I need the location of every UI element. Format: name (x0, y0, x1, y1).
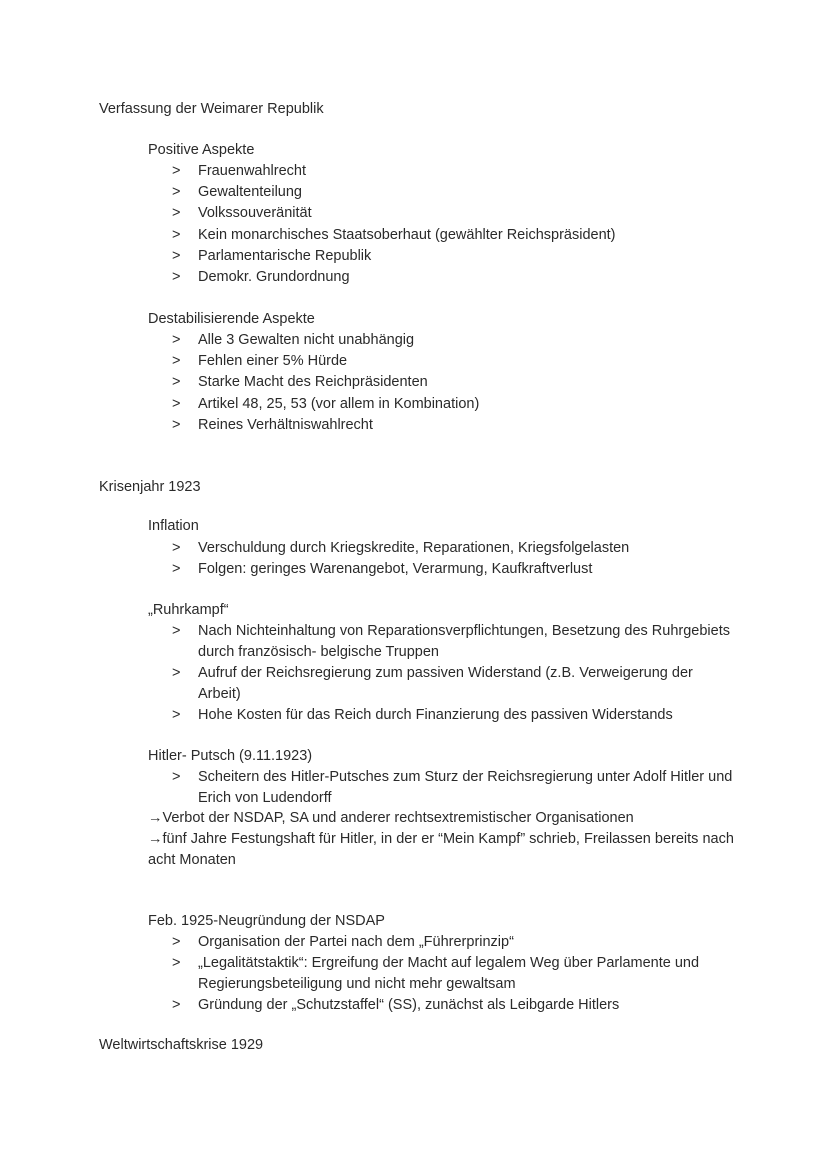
bullet-marker: > (172, 227, 181, 243)
section-title-krisenjahr: Krisenjahr 1923 (99, 479, 201, 495)
list-item: Starke Macht des Reichpräsidenten (198, 374, 428, 390)
bullet-marker: > (172, 353, 181, 369)
bullet-marker: > (172, 561, 181, 577)
bullet-marker: > (172, 934, 181, 950)
bullet-marker: > (172, 396, 181, 412)
subtitle-inflation: Inflation (148, 518, 199, 534)
bullet-marker: > (172, 184, 181, 200)
bullet-marker: > (172, 955, 181, 971)
bullet-marker: > (172, 269, 181, 285)
list-item: Nach Nichteinhaltung von Reparationsverpflichtungen, Besetzung des Ruhrgebiets durch französisch- belgische Truppen (198, 623, 730, 660)
bullet-marker: > (172, 248, 181, 264)
list-item: Scheitern des Hitler-Putsches zum Sturz der Reichsregierung unter Adolf Hitler und Erich von Ludendorff (198, 769, 733, 806)
bullet-marker: > (172, 205, 181, 221)
note-text: Verbot der NSDAP, SA und anderer rechtsextremistischer Organisationen (162, 810, 634, 826)
list-item: Alle 3 Gewalten nicht unabhängig (198, 332, 415, 348)
subtitle-positive-aspekte: Positive Aspekte (148, 142, 255, 158)
arrow-right-icon: → (148, 831, 163, 847)
bullet-marker: > (172, 332, 181, 348)
bullet-marker: > (172, 623, 181, 639)
list-item: Gewaltenteilung (198, 184, 302, 200)
list-item: Frauenwahlrecht (198, 163, 306, 179)
bullet-marker: > (172, 417, 181, 433)
list-item: Fehlen einer 5% Hürde (198, 353, 348, 369)
list-item: „Legalitätstaktik“: Ergreifung der Macht auf legalem Weg über Parlamente und Regierungsbeteiligung und nicht mehr gewaltsam (198, 955, 700, 992)
list-item: Gründung der „Schutzstaffel“ (SS), zunächst als Leibgarde Hitlers (198, 997, 620, 1013)
section-title-verfassung: Verfassung der Weimarer Republik (99, 101, 324, 117)
list-item: Volkssouveränität (198, 205, 312, 221)
consequence-note (148, 808, 738, 829)
list-item: Hohe Kosten für das Reich durch Finanzierung des passiven Widerstands (198, 707, 673, 723)
list-item: Demokr. Grundordnung (198, 269, 350, 285)
list-item: Parlamentarische Republik (198, 248, 372, 264)
list-item: Artikel 48, 25, 53 (vor allem in Kombination) (198, 396, 480, 412)
list-item: Organisation der Partei nach dem „Führerprinzip“ (198, 934, 514, 950)
note-text: fünf Jahre Festungshaft für Hitler, in der er “Mein Kampf” schrieb, Freilassen bereits nach acht Monaten (148, 831, 734, 868)
bullet-marker: > (172, 707, 181, 723)
consequence-note (148, 829, 738, 871)
list-item: Verschuldung durch Kriegskredite, Reparationen, Kriegsfolgelasten (198, 540, 630, 556)
list-item: Aufruf der Reichsregierung zum passiven Widerstand (z.B. Verweigerung der Arbeit) (198, 665, 693, 702)
section-title-neugruendung: Feb. 1925-Neugründung der NSDAP (148, 913, 385, 929)
bullet-marker: > (172, 374, 181, 390)
list-item: Kein monarchisches Staatsoberhaut (gewählter Reichspräsident) (198, 227, 616, 243)
bullet-marker: > (172, 540, 181, 556)
section-title-weltwirtschaftskrise: Weltwirtschaftskrise 1929 (99, 1037, 264, 1053)
subtitle-ruhrkampf: „Ruhrkampf“ (148, 602, 229, 618)
list-item: Folgen: geringes Warenangebot, Verarmung, Kaufkraftverlust (198, 561, 593, 577)
list-item: Reines Verhältniswahlrecht (198, 417, 373, 433)
bullet-marker: > (172, 163, 181, 179)
subtitle-hitler-putsch: Hitler- Putsch (9.11.1923) (148, 748, 313, 764)
bullet-marker: > (172, 997, 181, 1013)
subtitle-destabilisierende-aspekte: Destabilisierende Aspekte (148, 311, 315, 327)
bullet-marker: > (172, 665, 181, 681)
bullet-marker: > (172, 769, 181, 785)
arrow-right-icon: → (148, 810, 163, 826)
